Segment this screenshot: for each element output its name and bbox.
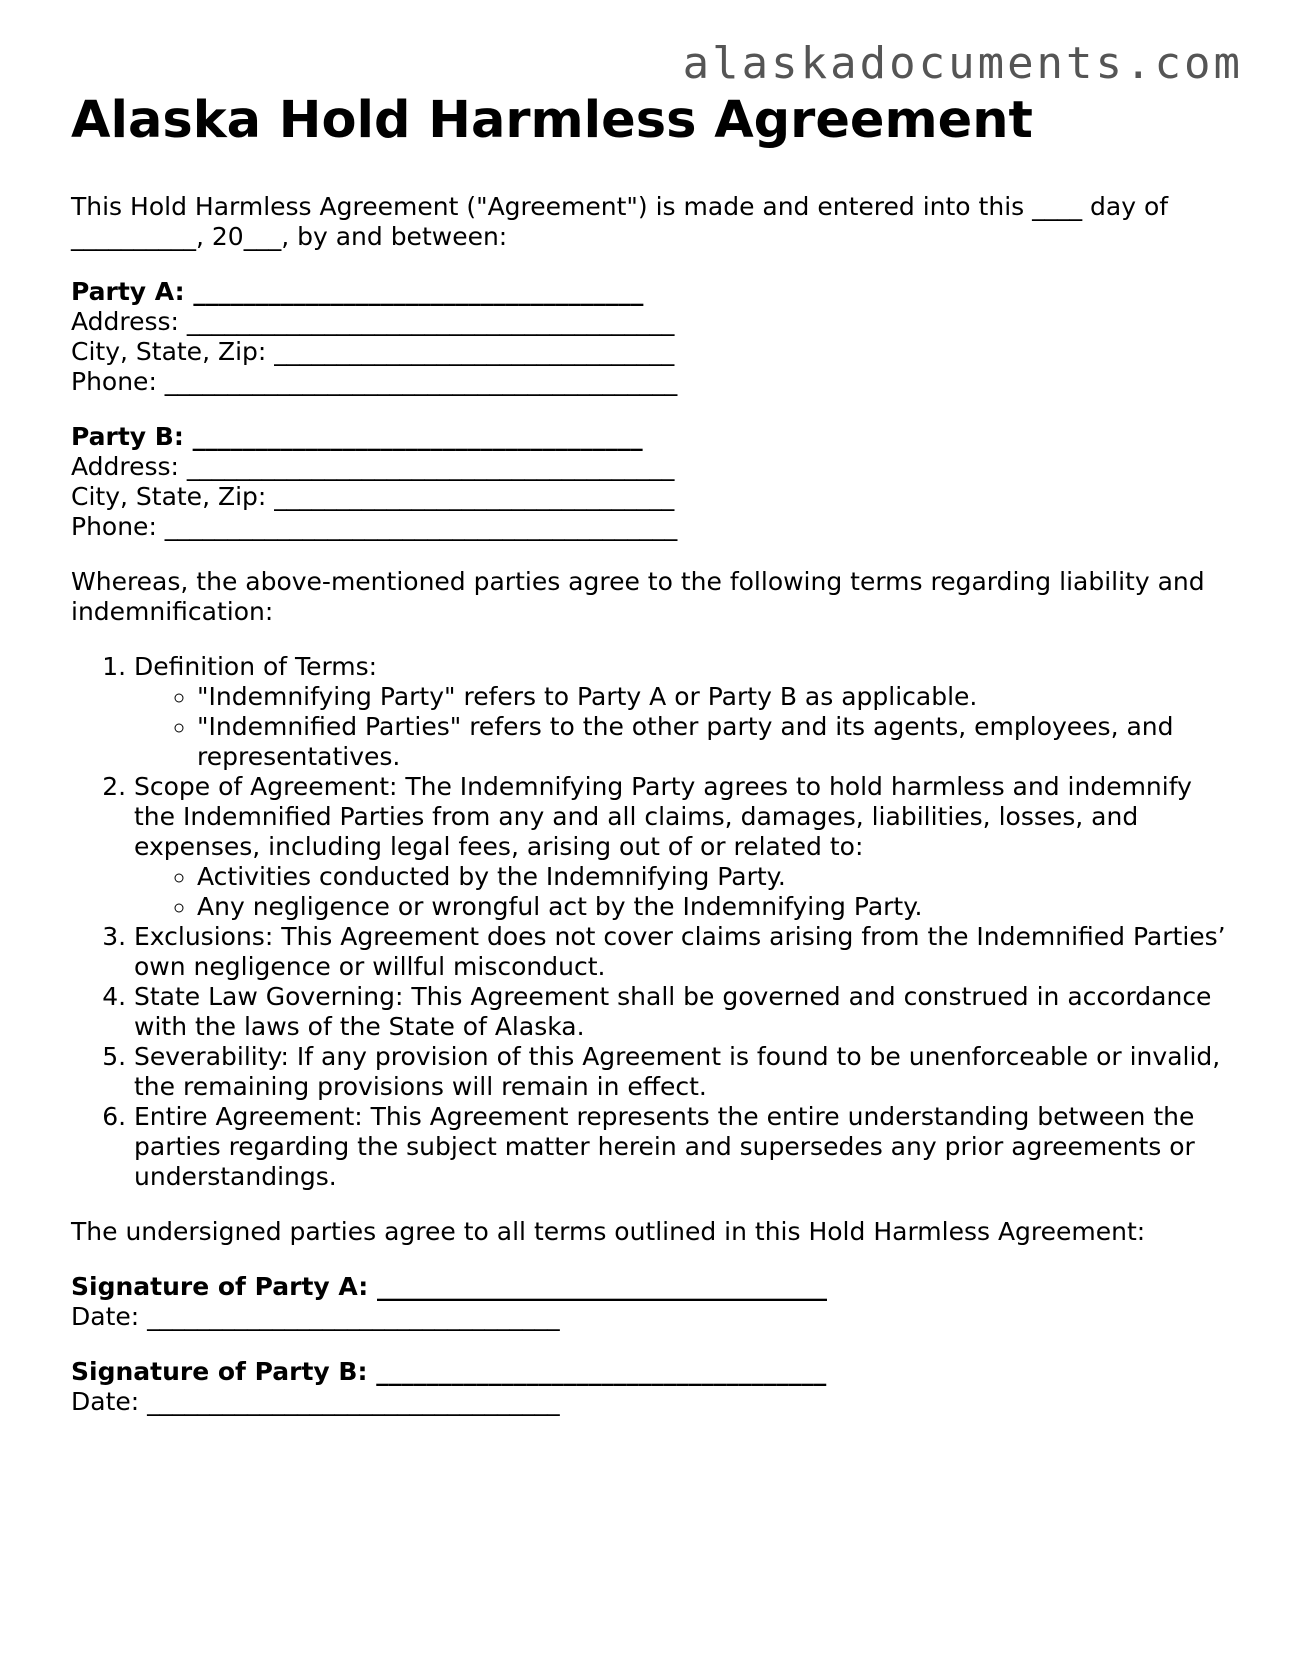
- term-sublist: [134, 862, 1231, 922]
- party-a-label: Party A:: [71, 277, 185, 306]
- party-b-line: [71, 422, 1231, 452]
- term-text: Definition of Terms:: [134, 652, 378, 681]
- party-b-block: [71, 422, 1231, 542]
- term-item: [134, 982, 1231, 1042]
- whereas-paragraph: Whereas, the above-mentioned parties agree to the following terms regarding liability and indemnification:: [71, 567, 1205, 626]
- watermark: alaskadocuments.com: [682, 38, 1243, 89]
- term-item: [134, 1102, 1231, 1192]
- term-item: [134, 772, 1231, 922]
- term-text: Entire Agreement: This Agreement represents the entire understanding between the parties regarding the subject matter herein and supersedes any prior agreements or understandings.: [134, 1102, 1195, 1191]
- sub-term-item: ◦ "Indemnified Parties" refers to the other party and its agents, employees, and representatives.: [197, 712, 1231, 772]
- signature-a-label: Signature of Party A:: [71, 1272, 369, 1301]
- terms-list: [71, 652, 1231, 1192]
- party-a-address: Address: _______________________________________: [71, 307, 675, 336]
- term-item: [134, 652, 1231, 772]
- party-a-line: [71, 277, 1231, 307]
- signature-a-date: Date: _________________________________: [71, 1302, 560, 1331]
- intro-paragraph: This Hold Harmless Agreement ("Agreement") is made and entered into this ____ day of __________, 20___, by and between:: [71, 192, 1169, 251]
- party-a-phone: Phone: _________________________________________: [71, 367, 678, 396]
- term-text: State Law Governing: This Agreement shall be governed and construed in accordance with the laws of the State of Alaska.: [134, 982, 1212, 1041]
- party-b-blank: ____________________________________: [183, 422, 643, 451]
- party-b-label: Party B:: [71, 422, 184, 451]
- term-text: Exclusions: This Agreement does not cover claims arising from the Indemnified Parties’ own negligence or willful misconduct.: [134, 922, 1226, 981]
- sub-term-item: ◦ Any negligence or wrongful act by the Indemnifying Party.: [197, 892, 1231, 922]
- signature-b-blank: ____________________________________: [367, 1357, 827, 1386]
- term-item: [134, 922, 1231, 982]
- term-text: Scope of Agreement: The Indemnifying Party agrees to hold harmless and indemnify the Indemnified Parties from any and all claims, damages, liabilities, losses, and expenses, including legal fees, arising out of or related to:: [134, 772, 1192, 861]
- party-a-city: City, State, Zip: ________________________________: [71, 337, 675, 366]
- signature-a-block: [71, 1272, 1231, 1332]
- party-a-block: [71, 277, 1231, 397]
- document-page: [71, 90, 1231, 1442]
- signature-b-block: [71, 1357, 1231, 1417]
- document-title: Alaska Hold Harmless Agreement: [71, 91, 1033, 150]
- signature-b-date: Date: _________________________________: [71, 1387, 560, 1416]
- signature-a-blank: ____________________________________: [368, 1272, 827, 1301]
- term-text: Severability: If any provision of this Agreement is found to be unenforceable or invalid, the remaining provisions will remain in effect.: [134, 1042, 1221, 1101]
- term-item: [134, 1042, 1231, 1102]
- sub-term-item: ◦ Activities conducted by the Indemnifying Party.: [197, 862, 1231, 892]
- party-b-phone: Phone: _________________________________________: [71, 512, 678, 541]
- party-a-blank: ____________________________________: [184, 277, 644, 306]
- party-b-city: City, State, Zip: ________________________________: [71, 482, 675, 511]
- term-sublist: [134, 682, 1231, 772]
- party-b-address: Address: _______________________________________: [71, 452, 675, 481]
- signature-b-label: Signature of Party B:: [71, 1357, 368, 1386]
- sub-term-item: ◦ "Indemnifying Party" refers to Party A or Party B as applicable.: [197, 682, 1231, 712]
- signature-a-line: [71, 1272, 1231, 1302]
- signature-b-line: [71, 1357, 1231, 1387]
- agreement-statement: The undersigned parties agree to all terms outlined in this Hold Harmless Agreement:: [71, 1217, 1146, 1246]
